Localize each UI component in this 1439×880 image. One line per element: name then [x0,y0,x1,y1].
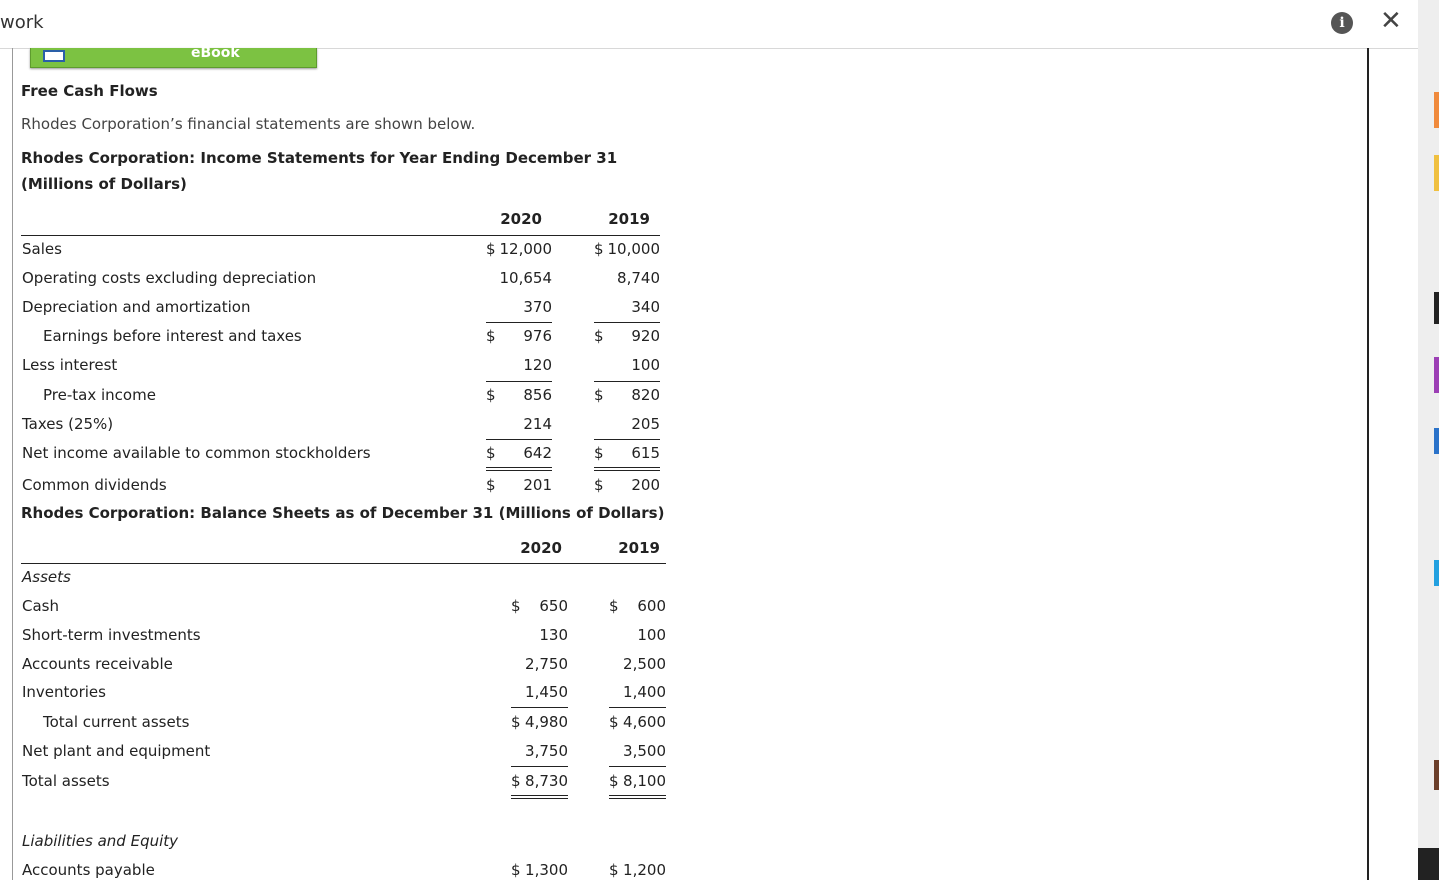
balance-value-2020: 1,300 [525,861,568,879]
total-double-rule [594,467,660,471]
currency-symbol: $ [594,444,604,462]
currency-symbol: $ [486,444,496,462]
total-double-rule [511,795,568,799]
income-row-label: Pre-tax income [43,386,156,404]
info-icon[interactable]: i [1331,12,1353,34]
income-row-label: Net income available to common stockholders [22,444,371,462]
problem-intro: Rhodes Corporation’s financial statements are shown below. [21,115,476,133]
income-heading-line1: Rhodes Corporation: Income Statements for Year Ending December 31 [21,149,618,167]
balance-row-label: Cash [22,597,59,615]
income-value-2019: 205 [631,415,660,433]
side-panel-chip[interactable] [1434,92,1439,128]
currency-symbol: $ [609,713,619,731]
income-year-2020: 2020 [500,210,542,228]
income-row-label: Common dividends [22,476,167,494]
income-value-2019: 200 [631,476,660,494]
subtotal-rule [594,439,660,440]
income-year-2019: 2019 [608,210,650,228]
income-value-2020: 856 [523,386,552,404]
balance-value-2020: 1,450 [525,683,568,701]
income-value-2020: 642 [523,444,552,462]
book-icon [43,50,65,62]
balance-header-rule [21,563,666,564]
balance-value-2019: 1,200 [623,861,666,879]
subtotal-rule [486,322,552,323]
balance-value-2020: 3,750 [525,742,568,760]
balance-value-2019: 100 [637,626,666,644]
balance-year-2020: 2020 [520,539,562,557]
balance-value-2019: 8,100 [623,772,666,790]
balance-value-2020: 130 [539,626,568,644]
subtotal-rule [609,766,666,767]
income-header-rule [21,235,660,236]
balance-heading: Rhodes Corporation: Balance Sheets as of December 31 (Millions of Dollars) [21,504,665,522]
income-value-2020: 120 [523,356,552,374]
liabilities-section-label: Liabilities and Equity [22,832,179,850]
balance-row-label: Net plant and equipment [22,742,211,760]
total-double-rule [486,467,552,471]
side-panel-chip[interactable] [1434,428,1439,454]
balance-row-label: Total assets [22,772,110,790]
balance-row-label: Accounts receivable [22,655,173,673]
balance-value-2020: 4,980 [525,713,568,731]
currency-symbol: $ [486,386,496,404]
income-heading-line2: (Millions of Dollars) [21,175,187,193]
problem-title: Free Cash Flows [21,82,158,100]
balance-value-2019: 3,500 [623,742,666,760]
currency-symbol: $ [594,386,604,404]
income-row-label: Sales [22,240,62,258]
side-panel-chip[interactable] [1434,155,1439,191]
subtotal-rule [594,322,660,323]
currency-symbol: $ [486,476,496,494]
balance-row-label: Accounts payable [22,861,155,879]
side-panel-chip[interactable] [1434,357,1439,393]
income-value-2020: 214 [523,415,552,433]
income-value-2019: 8,740 [617,269,660,287]
income-value-2020: 10,654 [499,269,552,287]
close-icon[interactable]: ✕ [1380,6,1402,36]
balance-year-2019: 2019 [618,539,660,557]
currency-symbol: $ [594,476,604,494]
income-value-2019: 100 [631,356,660,374]
subtotal-rule [511,707,568,708]
assets-section-label: Assets [22,568,71,586]
balance-value-2019: 2,500 [623,655,666,673]
window-title: work [0,12,44,33]
income-value-2020: 370 [523,298,552,316]
side-panel-chip[interactable] [1434,560,1439,586]
income-value-2020: 976 [523,327,552,345]
currency-symbol: $ [486,240,496,258]
income-row-label: Depreciation and amortization [22,298,251,316]
income-value-2020: 12,000 [499,240,552,258]
income-row-label: Less interest [22,356,118,374]
side-panel-footer [1418,848,1439,880]
income-row-label: Taxes (25%) [22,415,114,433]
subtotal-rule [486,439,552,440]
currency-symbol: $ [511,772,521,790]
subtotal-rule [486,381,552,382]
subtotal-rule [511,766,568,767]
total-double-rule [609,795,666,799]
balance-value-2019: 4,600 [623,713,666,731]
side-panel-chip[interactable] [1434,760,1439,790]
subtotal-rule [594,381,660,382]
balance-value-2020: 650 [539,597,568,615]
balance-row-label: Inventories [22,683,106,701]
subtotal-rule [609,707,666,708]
ebook-button[interactable] [30,45,317,68]
balance-value-2019: 600 [637,597,666,615]
balance-value-2020: 8,730 [525,772,568,790]
currency-symbol: $ [594,240,604,258]
content-frame [12,48,1369,880]
income-value-2019: 340 [631,298,660,316]
income-value-2019: 920 [631,327,660,345]
currency-symbol: $ [609,772,619,790]
currency-symbol: $ [609,597,619,615]
ebook-label: eBook [191,45,240,61]
income-value-2020: 201 [523,476,552,494]
balance-value-2020: 2,750 [525,655,568,673]
side-panel-chip[interactable] [1434,292,1439,324]
income-row-label: Operating costs excluding depreciation [22,269,317,287]
currency-symbol: $ [486,327,496,345]
balance-row-label: Total current assets [43,713,190,731]
currency-symbol: $ [511,597,521,615]
currency-symbol: $ [594,327,604,345]
balance-row-label: Short-term investments [22,626,201,644]
income-value-2019: 615 [631,444,660,462]
balance-value-2019: 1,400 [623,683,666,701]
income-value-2019: 10,000 [607,240,660,258]
currency-symbol: $ [511,713,521,731]
income-value-2019: 820 [631,386,660,404]
top-bar [0,0,1418,49]
side-panel-edge [1418,0,1439,880]
currency-symbol: $ [609,861,619,879]
income-row-label: Earnings before interest and taxes [43,327,302,345]
currency-symbol: $ [511,861,521,879]
